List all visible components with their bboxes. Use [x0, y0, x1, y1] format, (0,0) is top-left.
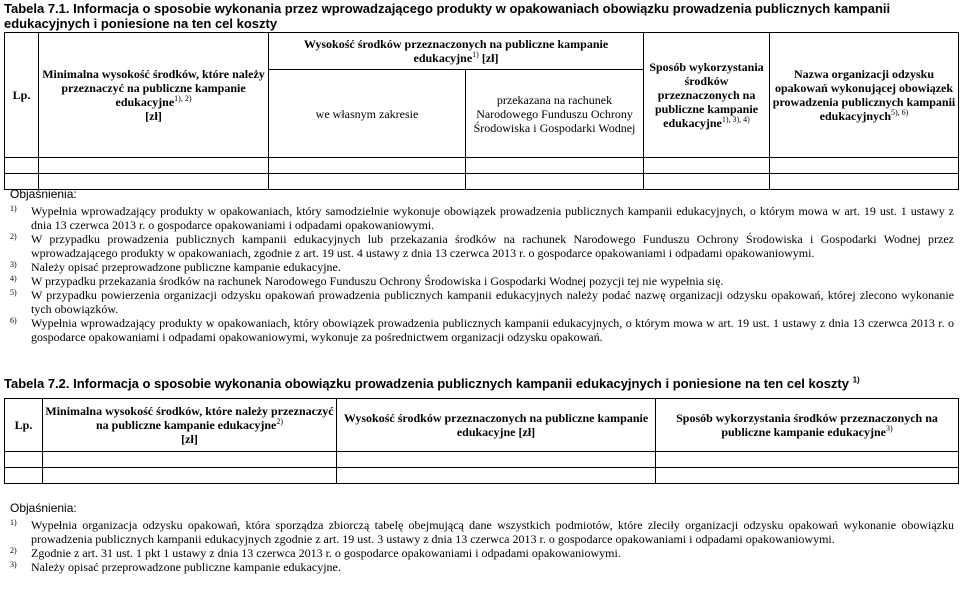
table-cell[interactable] [5, 158, 39, 174]
note-item: 6) Wypełnia wprowadzający produkty w opakowaniach, który obowiązek prowadzenia publicznych kampanii edukacyjnych, o którym mowa w art. 19 ust. 1 ustawy z dnia 13 czerwca 2013 r. o gospodarce opakowaniami i odpadami opakowaniowymi, wykonuje za pośrednictwem organizacji odzysku opakowań. [10, 316, 954, 344]
table-cell[interactable] [39, 158, 269, 174]
table2-notes [10, 501, 954, 574]
table-row [5, 158, 959, 174]
table-cell[interactable] [656, 452, 959, 468]
table-cell[interactable] [656, 468, 959, 484]
t2-header-method: Sposób wykorzystania środków przeznaczonych na publiczne kampanie edukacyjne$^{3)}$ [656, 399, 959, 452]
t1-header-method: Sposób wykorzystania środków przeznaczonych na publiczne kampanie edukacyjne$^{1), 3), 4)}$ [644, 33, 770, 158]
table-cell[interactable] [5, 452, 43, 468]
note-item: 2) W przypadku prowadzenia publicznych kampanii edukacyjnych lub przekazania środków na rachunek Narodowego Funduszu Ochrony Środowiska i Gospodarki Wodnej przez wprowadzającego produkty w opakowaniach, zgodnie z art. 19 ust. 4 ustawy z dnia 13 czerwca 2013 r. o gospodarce opakowaniami i odpadami opakowaniowymi. [10, 232, 954, 260]
table-cell[interactable] [644, 158, 770, 174]
table-row [5, 468, 959, 484]
table-cell[interactable] [337, 468, 656, 484]
table2 [4, 398, 959, 484]
notes-heading: Objaśnienia: [10, 501, 77, 515]
table-cell[interactable] [466, 158, 644, 174]
table-cell[interactable] [770, 158, 959, 174]
table-row [5, 452, 959, 468]
t1-header-amount-group: Wysokość środków przeznaczonych na publiczne kampanie edukacyjne$^{1)}$ [zł] [269, 33, 644, 70]
t1-header-own-scope: we własnym zakresie [269, 70, 466, 158]
t2-header-amount: Wysokość środków przeznaczonych na publiczne kampanie edukacyjne [zł] [337, 399, 656, 452]
table-cell[interactable] [43, 452, 337, 468]
table-cell[interactable] [5, 468, 43, 484]
t1-header-min-amount: Minimalna wysokość środków, które należy przeznaczyć na publiczne kampanie edukacyjne$^{1), 2)}$ [zł] [39, 33, 269, 158]
table1-title: Tabela 7.1. Informacja o sposobie wykonania przez wprowadzającego produkty w opakowaniach obowiązku prowadzenia publicznych kampanii edukacyjnych i poniesione na ten cel koszty [4, 1, 891, 31]
table-cell[interactable] [269, 158, 466, 174]
t1-header-org-name: Nazwa organizacji odzysku opakowań wykonującej obowiązek prowadzenia publicznych kampanii edukacyjnych$^{5), 6)}$ [770, 33, 959, 158]
note-item: 3) Należy opisać przeprowadzone publiczne kampanie edukacyjne. [10, 260, 341, 274]
note-item: 3) Należy opisać przeprowadzone publiczne kampanie edukacyjne. [10, 560, 341, 574]
table-cell[interactable] [337, 452, 656, 468]
notes-heading: Objaśnienia: [10, 187, 77, 201]
table2-title: Tabela 7.2. Informacja o sposobie wykonania obowiązku prowadzenia publicznych kampanii edukacyjnych i poniesione na ten cel koszty $^{1)}$ [4, 375, 860, 391]
t2-header-min-amount: Minimalna wysokość środków, które należy przeznaczyć na publiczne kampanie edukacyjne$^{2)}$ [zł] [43, 399, 337, 452]
note-item: 4) W przypadku przekazania środków na rachunek Narodowego Funduszu Ochrony Środowiska i Gospodarki Wodnej pozycji tej nie wypełnia się. [10, 274, 724, 288]
table1 [4, 32, 959, 190]
t1-header-lp: Lp. [5, 33, 39, 158]
note-item: 2) Zgodnie z art. 31 ust. 1 pkt 1 ustawy z dnia 13 czerwca 2013 r. o gospodarce opakowaniami i odpadami opakowaniowymi. [10, 546, 621, 560]
note-item: 1) Wypełnia wprowadzający produkty w opakowaniach, który samodzielnie wykonuje obowiązek prowadzenia publicznych kampanii edukacyjnych, o którym mowa w art. 19 ust. 1 ustawy z dnia 13 czerwca 2013 r. o gospodarce opakowaniami i odpadami opakowaniowymi. [10, 204, 954, 232]
t2-header-lp: Lp. [5, 399, 43, 452]
t1-header-transferred: przekazana na rachunek Narodowego Funduszu Ochrony Środowiska i Gospodarki Wodnej [466, 70, 644, 158]
note-item: 1) Wypełnia organizacja odzysku opakowań, która sporządza zbiorczą tabelę obejmującą dane wszystkich podmiotów, które zleciły organizacji odzysku opakowań wykonanie obowiązku prowadzenia publicznych kampanii edukacyjnych zgodnie z art. 19 ust. 3 ustawy z dnia 13 czerwca 2013 r. o gospodarce opakowaniami i odpadami opakowaniowymi. [10, 518, 954, 546]
note-item: 5) W przypadku powierzenia organizacji odzysku opakowań prowadzenia publicznych kampanii edukacyjnych należy podać nazwę organizacji odzysku opakowań, której zlecono wykonanie tych obowiązków. [10, 288, 954, 316]
table-cell[interactable] [43, 468, 337, 484]
table1-notes [10, 187, 954, 344]
